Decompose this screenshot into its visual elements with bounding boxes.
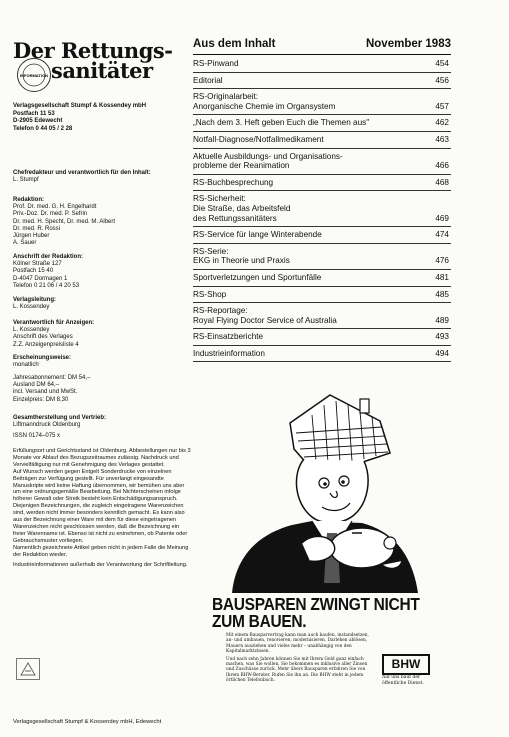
- toc-item-page: 462: [435, 118, 449, 128]
- section-heading: Erscheinungsweise:: [13, 355, 72, 361]
- toc-item-title: RS-Service für lange Winterabende: [193, 230, 322, 240]
- magazine-logo: [13, 38, 173, 98]
- toc-item-page: 485: [435, 289, 449, 299]
- masthead-issn: [13, 433, 183, 440]
- section-line: Jahresabonnement: DM 54,–: [13, 375, 91, 381]
- section-heading: Redaktion:: [13, 197, 45, 203]
- bhw-logo: BHW: [382, 654, 430, 675]
- legal-notice: [13, 448, 191, 568]
- toc-item-title: Editorial: [193, 75, 223, 85]
- toc-item: [193, 270, 451, 287]
- toc-item-page: 463: [435, 134, 449, 144]
- masthead-prices: [13, 375, 183, 404]
- masthead-ads: [13, 320, 183, 349]
- toc-item: [193, 73, 451, 90]
- footer-publisher: Verlagsgesellschaft Stumpf & Kossendey mbH, Edewecht: [13, 719, 162, 725]
- toc-divider: [193, 54, 451, 55]
- toc-item-title: „Nach dem 3. Heft geben Euch die Themen aus": [193, 118, 370, 128]
- logo-seal-text: INFORMATION: [20, 73, 48, 78]
- toc-header: [193, 38, 451, 52]
- toc-item-title: RS-Serie: EKG in Theorie und Praxis: [193, 246, 290, 266]
- toc-item: [193, 149, 451, 175]
- toc-item: [193, 175, 451, 192]
- section-line: Prof. Dr. med. G. H. Engelhardt: [13, 204, 97, 211]
- toc-item: [193, 191, 451, 227]
- publisher-address-line: D-2905 Edewecht: [13, 118, 63, 124]
- ad-headline: BAUSPAREN ZWINGT NICHT ZUM BAUEN.: [212, 594, 420, 632]
- issue-date: November 1983: [365, 38, 451, 50]
- toc-item-page: 468: [435, 177, 449, 187]
- section-line: Z.Z. Anzeigenpreisliste 4: [13, 341, 79, 348]
- toc-item-title: RS-Shop: [193, 289, 227, 299]
- toc-item-page: 476: [435, 256, 449, 266]
- publisher-block: [13, 103, 178, 133]
- cartoon-illustration: [212, 393, 428, 593]
- toc-item-title: Sportverletzungen und Sportunfälle: [193, 272, 322, 282]
- logo-seal-icon: [17, 58, 51, 92]
- section-line: Kölner Straße 127: [13, 261, 62, 268]
- section-line: Anschrift des Verlages: [13, 334, 73, 341]
- section-heading: Anschrift der Redaktion:: [13, 254, 84, 260]
- toc-item-page: 469: [435, 213, 449, 223]
- toc-item-title: RS-Reportage: Royal Flying Doctor Service of Australia: [193, 306, 337, 325]
- toc-item-page: 481: [435, 272, 449, 282]
- legal-paragraph: Industrieinformationen außerhalb der Verantwortung der Schriftleitung.: [13, 561, 188, 568]
- section-line: monatlich: [13, 362, 39, 369]
- toc-item: [193, 56, 451, 73]
- toc-item-title: Notfall-Diagnose/Notfallmedikament: [193, 134, 324, 144]
- toc-item-title: RS-Einsatzberichte: [193, 332, 264, 342]
- toc-item-title: RS-Originalarbeit: Anorganische Chemie im Organsystem: [193, 92, 336, 111]
- toc-item-title: RS-Sicherheit: Die Straße, das Arbeitsfeld des Rettungssanitäters: [193, 194, 291, 223]
- legal-paragraph: Namentlich gezeichnete Artikel geben nicht in jedem Falle die Meinung der Redaktion wieder.: [13, 544, 189, 558]
- section-heading: Verantwortlich für Anzeigen:: [13, 320, 95, 326]
- ad-paragraph: Mit einem Bausparvertrag kann man auch kaufen, instandsetzen, an- und umbauen, renovieren, modernisieren, Darlehen ablösen, Mauern ausziehen und vieles mehr – unabhängig von den Kapitalmarktzinsen.: [226, 633, 369, 655]
- masthead-frequency: [13, 355, 183, 369]
- masthead-production: [13, 415, 183, 429]
- toc-item-page: 457: [435, 101, 449, 111]
- toc-item: [193, 132, 451, 149]
- section-line: Dr. med. R. Rossi: [13, 225, 61, 232]
- section-line: Einzelpreis: DM 8,30: [13, 396, 69, 403]
- toc-item: [193, 329, 451, 346]
- section-heading: Gesamtherstellung und Vertrieb:: [13, 415, 107, 421]
- toc-item: [193, 89, 451, 115]
- masthead-chief-editor: [13, 170, 183, 184]
- toc-item-page: 489: [435, 315, 449, 325]
- legal-paragraph: Auf Wunsch werden gegen Entgelt Sonderdrucke von einzelnen Beiträgen zur Verfügung gestellt. Für unverlangt eingesandte Manuskripte wird keine Haftung übernommen, wir bemühen uns aber um eine ordnungsgemäße Bearbeitung. Bei Nichterscheinen infolge höherer Gewalt oder Streik besteht kein Entschädigungsanspruch.: [13, 468, 185, 503]
- legal-paragraph: Erfüllungsort und Gerichtsstand ist Oldenburg. Abbestellungen nur bis 3 Monate vor Ablauf des Bezugszeitraumes zulässig. Nachdruck und Vervielfältigung nur mit Genehmigung des Verlages gestattet.: [13, 448, 191, 468]
- section-heading: Chefredakteur und verantwortlich für den Inhalt:: [13, 170, 151, 176]
- toc-item-page: 493: [435, 332, 449, 342]
- ad-paragraph: Und nach zehn Jahren können Sie mit Ihrem Geld ganz einfach machen, was Sie wollen. Sie bekommen es inklusive aller Zinsen und Zuschüsse zurück. Mehr übers Bausparen erfahren Sie von Ihrem BHW-Berater. Rufen Sie ihn an. Die BHW steht in jedem örtlichen Telefonbuch.: [226, 656, 368, 684]
- logo-word-1: Der Rettungs-: [13, 38, 173, 63]
- section-line: Liftmanndruck Oldenburg: [13, 422, 81, 429]
- section-line: A. Sauer: [13, 240, 37, 247]
- masthead-editorial-address: [13, 254, 183, 290]
- ad-body: [226, 633, 376, 686]
- section-line: L. Stumpf: [13, 177, 39, 184]
- toc-item: [193, 287, 451, 304]
- toc-item-title: RS-Pinwand: [193, 59, 239, 68]
- toc-title: Aus dem Inhalt: [193, 38, 276, 50]
- section-line: Ausland DM 64,–: [13, 382, 60, 389]
- masthead-publishing-manager: [13, 297, 183, 311]
- section-line: Dr. med. H. Specht, Dr. med. M. Albert: [13, 218, 116, 225]
- toc-item-title: Industrieinformation: [193, 348, 265, 358]
- section-line: Postfach 15 40: [13, 268, 54, 275]
- section-line: D-4047 Dormagen 1: [13, 275, 68, 282]
- toc-item-page: 454: [435, 59, 449, 68]
- logo-word-2: sanitäter: [51, 58, 153, 83]
- toc-item: [193, 115, 451, 132]
- toc-item: [193, 303, 451, 329]
- toc-item-page: 474: [435, 230, 449, 240]
- publisher-address-line: Telefon 0 44 05 / 2 28: [13, 125, 73, 132]
- publisher-name: Verlagsgesellschaft Stumpf & Kossendey mbH: [13, 103, 147, 109]
- toc-item-title: Aktuelle Ausbildungs- und Organisations- probleme der Reanimation: [193, 151, 343, 171]
- section-line: incl. Versand und MwSt.: [13, 389, 78, 396]
- bhw-advertisement: [212, 393, 428, 708]
- toc-item: [193, 244, 451, 270]
- toc-list: [193, 56, 451, 362]
- section-line: ISSN 0174–075 x: [13, 433, 61, 439]
- toc-item-title: RS-Buchbesprechung: [193, 177, 274, 187]
- toc-item-page: 456: [435, 75, 449, 85]
- toc-item-page: 494: [435, 348, 449, 358]
- section-line: Jürgen Huber: [13, 233, 50, 240]
- section-line: L. Kossendey: [13, 327, 50, 334]
- section-heading: Verlagsleitung:: [13, 297, 57, 303]
- toc-item-page: 466: [435, 161, 449, 171]
- section-line: Priv.-Doz. Dr. med. P. Sefrin: [13, 211, 88, 218]
- legal-paragraph: Diejenigen Bezeichnungen, die zugleich eingetragene Warenzeichen sind, werden nicht immer besonders kenntlich gemacht. Es kann also aus der Bezeichnung einer Ware mit dem für diese eingetragenen Warenzeichen nicht geschlossen werden, daß die Bezeichnung ein freier Warenname ist. Ebenso ist nicht zu entnehmen, ob Patente oder Gebrauchsmuster vorliegen.: [13, 503, 188, 544]
- publisher-logo-icon: [16, 658, 40, 680]
- toc-item: [193, 346, 451, 363]
- publisher-address-line: Postfach 11 53: [13, 110, 55, 117]
- section-line: Telefon 0 21 06 / 4 20 53: [13, 282, 80, 289]
- toc-item: [193, 227, 451, 244]
- section-line: L. Kossendey: [13, 304, 50, 311]
- bhw-slogan: Auf uns baut der öffentliche Dienst.: [382, 675, 424, 686]
- masthead-editorial: [13, 197, 183, 247]
